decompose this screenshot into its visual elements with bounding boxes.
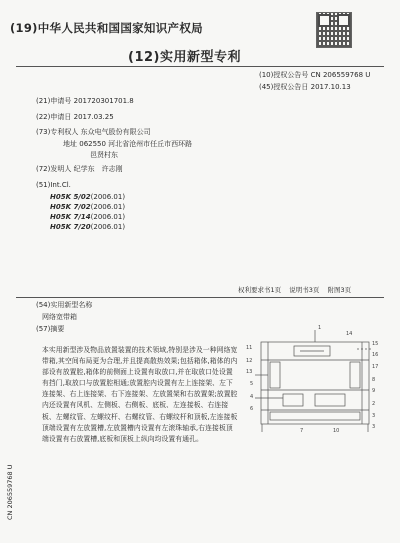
figure-pages: 附图3页 [327,286,352,294]
ref-label: 12 [246,358,253,364]
pub-date-value: 2017.10.13 [310,83,351,91]
app-no-value: 201720301701.8 [73,97,134,105]
address-label: 地址 [63,140,77,148]
ipc-version: (2006.01) [90,223,126,231]
utility-model-title: 网络宽带箱 [42,313,77,321]
ref-label: 2 [372,401,376,407]
ref-label: 1 [318,325,322,331]
ref-label: 9 [372,388,376,394]
inventor-value: 纪学东 许志刚 [73,165,123,173]
ref-label: 6 [250,406,254,412]
address-line1: 062550 河北省沧州市任丘市西环路 [79,140,193,148]
ref-label: 14 [346,331,353,337]
holder-label: (73)专利权人 [36,128,79,136]
ref-label: 8 [372,377,376,383]
ipc-version: (2006.01) [90,203,126,211]
ref-label: 11 [246,345,253,351]
ipc-version: (2006.01) [90,213,126,221]
address-line2: 邑贤村东 [90,151,118,159]
doctype-code: (12) [128,50,160,65]
filing-value: 2017.03.25 [73,113,114,121]
ref-label: 3 [372,413,376,419]
ref-label: 4 [250,394,254,400]
pub-no-value: CN 206559768 U [310,71,371,79]
abstract-text: 本实用新型涉及物品放置装置的技术领域,特别是涉及一种网络宽带箱,其空间布局更为合理,并且提高散热效果;包括箱体,箱体的内部设有放置腔,箱体的前侧面上设置有取放口,并在取放口处设置有挡门,取放口与放置腔相通;放置腔内设置有左上连接架、左下连接架、右上连接架、右下连接架、左放置架和右放置架;放置腔内还设置有风机、左侧板、右侧板、底板、左连接板、右连接板、左螺纹管、左螺纹杆、右螺纹管、右螺纹杆和顶板,左连接板顶端设置有左放置槽,左放置槽内设置有左滚珠轴承,右连接板顶端设置有右放置槽,底板和顶板上纵向均设置有通孔。 [42,346,238,443]
country-name: 中华人民共和国国家知识产权局 [37,21,203,35]
ref-label: 10 [333,428,340,434]
ipc-version: (2006.01) [90,193,126,201]
right-connector [350,362,360,388]
abstract-label: (57)摘要 [36,325,65,333]
ipc-code: H05K 7/14 [50,213,91,221]
ref-label: 3 [372,424,376,430]
claims-pages: 权利要求书1页 [238,286,282,294]
left-connector [270,362,280,388]
right-block [315,394,345,406]
country-code: (19) [10,21,38,35]
ipc-code: H05K 5/02 [50,193,91,201]
doctype-name: 实用新型专利 [159,50,241,65]
pub-date-label: (45)授权公告日 [259,83,309,91]
ipc-code: H05K 7/20 [50,223,91,231]
intcl-label: (51)Int.Cl. [36,181,71,189]
ref-label: 13 [246,369,253,375]
ref-label: 5 [250,381,254,387]
pub-no-label: (10)授权公告号 [259,71,309,79]
ref-label: 7 [300,428,304,434]
holder-value: 东众电气股份有限公司 [80,128,151,136]
left-block [283,394,303,406]
title-label: (54)实用新型名称 [36,301,93,309]
box-drawing [255,330,371,432]
side-publication-number: CN 206559768 U [6,464,14,520]
filing-label: (22)申请日 [36,113,72,121]
ref-label: 15 [372,341,379,347]
inventor-label: (72)发明人 [36,165,72,173]
base-plate [270,412,360,420]
description-pages: 说明书3页 [289,286,320,294]
app-no-label: (21)申请号 [36,97,72,105]
ref-label: 16 [372,352,379,358]
ref-label: 17 [372,364,379,370]
figure-reference-labels [246,325,378,434]
ipc-code: H05K 7/02 [50,203,91,211]
